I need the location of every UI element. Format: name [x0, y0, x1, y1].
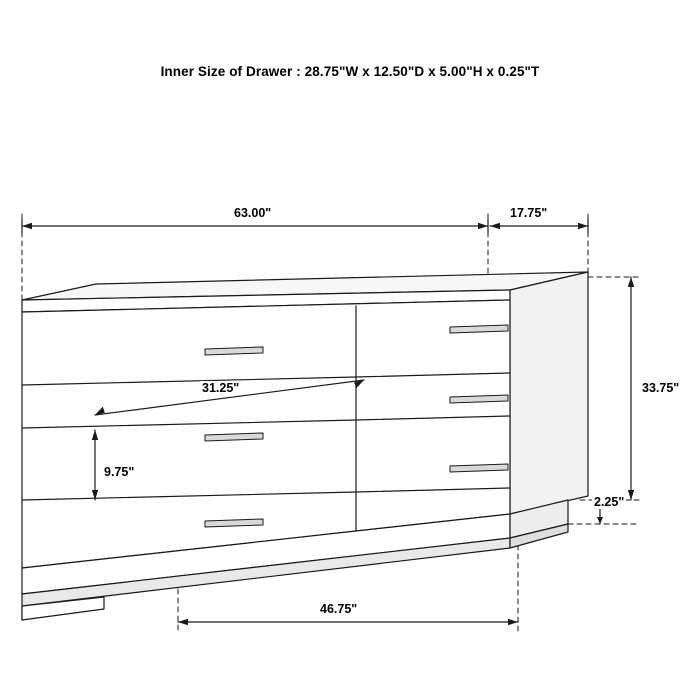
dimension-label-overall-height: 33.75" — [642, 381, 680, 395]
dimension-label-top-depth: 17.75" — [510, 206, 548, 220]
dimension-label-base-width: 46.75" — [320, 602, 358, 616]
dimension-label-drawer-height: 9.75" — [104, 465, 135, 479]
dimension-label-top-width: 63.00" — [234, 206, 272, 220]
page-title: Inner Size of Drawer : 28.75"W x 12.50"D x 5.00"H x 0.25"T — [160, 64, 540, 79]
dimension-label-drawer-width: 31.25" — [202, 381, 240, 395]
dimension-label-toe-kick: 2.25" — [594, 495, 625, 509]
